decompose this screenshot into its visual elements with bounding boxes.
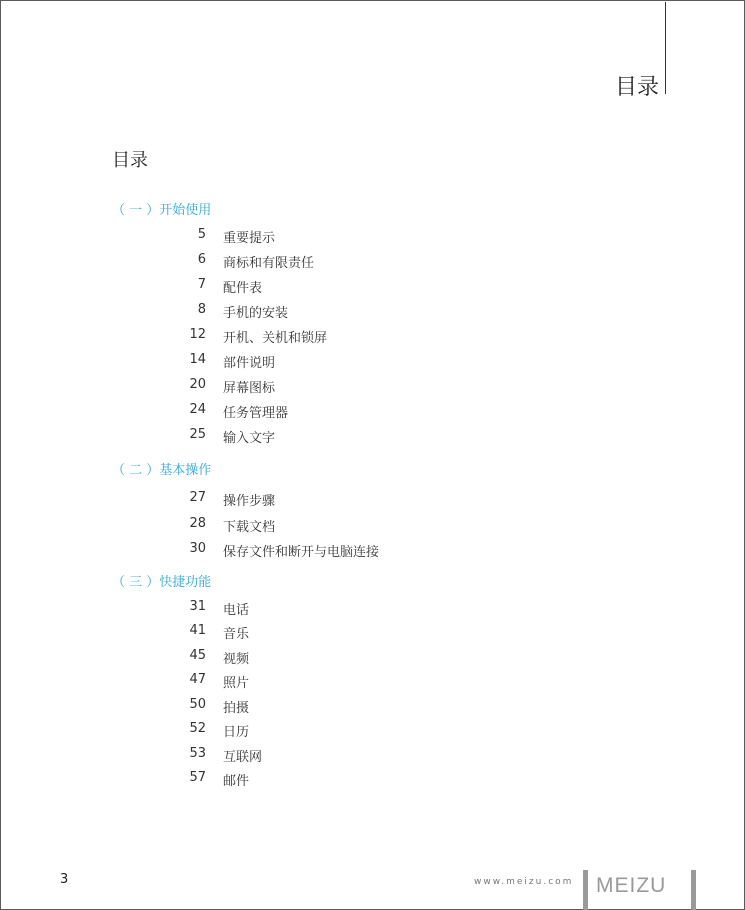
- toc-entry[interactable]: [150, 490, 550, 510]
- toc-entry[interactable]: [150, 541, 550, 561]
- toc-entry-title: 互联网: [223, 750, 263, 765]
- toc-entry-title: 拍摄: [223, 701, 250, 716]
- toc-page-number: 47: [189, 672, 206, 687]
- toc-title: 目录: [112, 150, 148, 171]
- toc-entry[interactable]: [150, 721, 550, 741]
- header-rule: [665, 2, 666, 94]
- toc-entry-title: 重要提示: [223, 231, 276, 246]
- toc-entry-title: 手机的安装: [223, 306, 289, 321]
- toc-entry[interactable]: [150, 227, 550, 247]
- toc-page-number: 7: [197, 277, 206, 292]
- toc-entry-title: 操作步骤: [223, 494, 276, 509]
- meizu-logo: [583, 870, 698, 910]
- toc-page-number: 27: [189, 490, 206, 505]
- toc-entry-title: 配件表: [223, 281, 263, 296]
- website-url: www.meizu.com: [474, 877, 574, 887]
- toc-entry[interactable]: [150, 302, 550, 322]
- toc-entry[interactable]: [150, 770, 550, 790]
- toc-page-number: 28: [189, 516, 206, 531]
- toc-page-number: 20: [189, 377, 206, 392]
- toc-entry[interactable]: [150, 672, 550, 692]
- logo-bar-right: [691, 870, 696, 910]
- toc-entry-title: 下载文档: [223, 520, 276, 535]
- toc-page-number: 45: [189, 648, 206, 663]
- toc-entry[interactable]: [150, 746, 550, 766]
- toc-entry-title: 日历: [223, 725, 250, 740]
- toc-entry-title: 任务管理器: [223, 406, 289, 421]
- toc-entry-title: 邮件: [223, 774, 250, 789]
- toc-entry-title: 输入文字: [223, 431, 276, 446]
- section-heading-2[interactable]: （ 二 ）基本操作: [112, 463, 212, 478]
- logo-text: MEIZU: [596, 874, 667, 897]
- toc-entry[interactable]: [150, 599, 550, 619]
- toc-entry-title: 部件说明: [223, 356, 276, 371]
- toc-page-number: 50: [189, 697, 206, 712]
- toc-page-number: 5: [197, 227, 206, 242]
- toc-entry[interactable]: [150, 427, 550, 447]
- section-heading-3[interactable]: （ 三 ）快捷功能: [112, 575, 212, 590]
- toc-page-number: 57: [189, 770, 206, 785]
- toc-entry[interactable]: [150, 352, 550, 372]
- toc-entry-title: 开机、关机和锁屏: [223, 331, 328, 346]
- toc-page-number: 52: [189, 721, 206, 736]
- toc-entry[interactable]: [150, 648, 550, 668]
- toc-entry-title: 视频: [223, 652, 250, 667]
- toc-entry[interactable]: [150, 277, 550, 297]
- toc-entry[interactable]: [150, 697, 550, 717]
- toc-entry[interactable]: [150, 402, 550, 422]
- toc-page-number: 53: [189, 746, 206, 761]
- header-title: 目录: [614, 75, 659, 100]
- toc-entry-title: 保存文件和断开与电脑连接: [223, 545, 380, 560]
- page-number: 3: [60, 872, 69, 887]
- toc-entry-title: 商标和有限责任: [223, 256, 315, 271]
- toc-page-number: 25: [189, 427, 206, 442]
- toc-page-number: 8: [197, 302, 206, 317]
- logo-bar-left: [583, 870, 588, 910]
- toc-entry[interactable]: [150, 623, 550, 643]
- toc-page-number: 12: [189, 327, 206, 342]
- toc-page-number: 41: [189, 623, 206, 638]
- toc-entry-title: 屏幕图标: [223, 381, 276, 396]
- toc-entry-title: 电话: [223, 603, 250, 618]
- toc-entry[interactable]: [150, 327, 550, 347]
- toc-entry[interactable]: [150, 252, 550, 272]
- section-heading-1[interactable]: （ 一 ）开始使用: [112, 203, 212, 218]
- toc-page-number: 31: [189, 599, 206, 614]
- toc-page-number: 6: [197, 252, 206, 267]
- toc-page-number: 30: [189, 541, 206, 556]
- toc-entry-title: 照片: [223, 676, 250, 691]
- toc-page-number: 14: [189, 352, 206, 367]
- toc-entry[interactable]: [150, 516, 550, 536]
- toc-page-number: 24: [189, 402, 206, 417]
- toc-entry-title: 音乐: [223, 627, 250, 642]
- toc-entry[interactable]: [150, 377, 550, 397]
